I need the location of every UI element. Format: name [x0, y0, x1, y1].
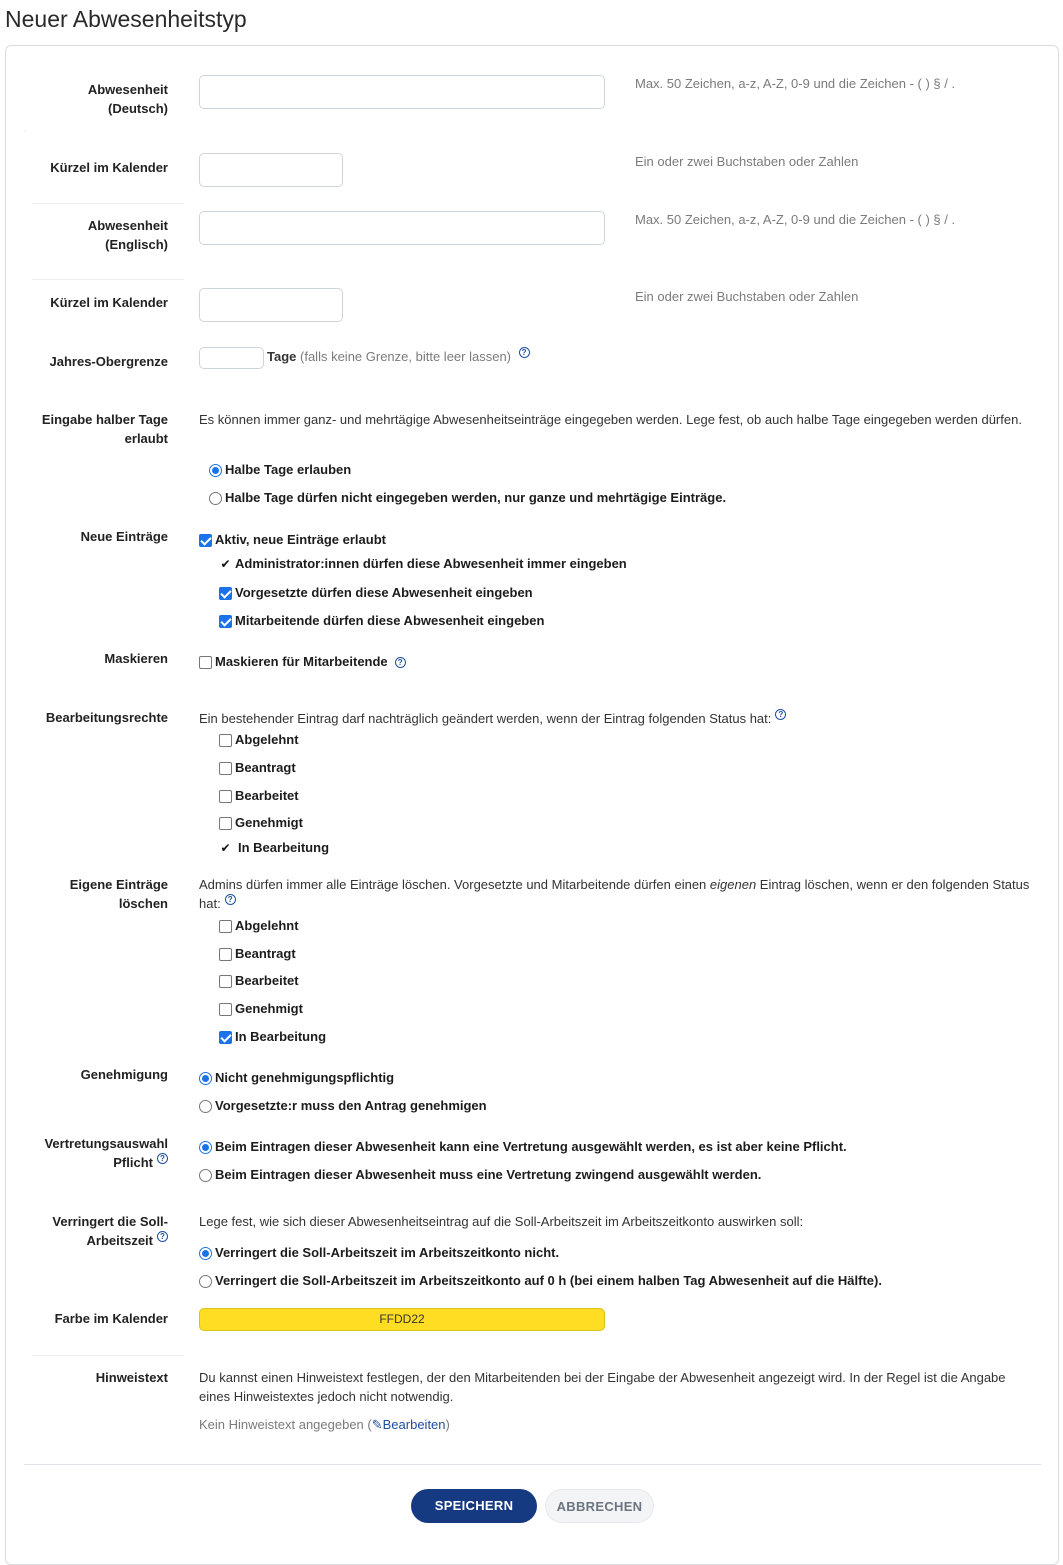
separator — [32, 1355, 184, 1356]
separator — [32, 279, 184, 280]
checkbox-icon[interactable] — [219, 615, 232, 628]
option-label: Nicht genehmigungspflichtig — [215, 1070, 395, 1085]
name-de-input[interactable] — [199, 75, 605, 109]
half-days-description: Es können immer ganz- und mehrtägige Abwesenheitseinträge eingegeben werden. Lege fest, ob auch halbe Tage eingegeben werden dürfen. — [199, 412, 1022, 427]
radio-substitute-required[interactable] — [199, 1167, 761, 1183]
checkbox-edit-beantragt[interactable] — [219, 760, 296, 776]
target-time-description: Lege fest, wie sich dieser Abwesenheitseintrag auf die Soll-Arbeitszeit im Arbeitszeitkonto auswirken soll: — [199, 1214, 804, 1229]
checkbox-delete-abgelehnt[interactable] — [219, 918, 299, 934]
description-emphasis: eigenen — [709, 877, 757, 892]
label-text: Vertretungsauswahl Pflicht — [44, 1136, 168, 1170]
option-label: Beim Eintragen dieser Abwesenheit muss eine Vertretung zwingend ausgewählt werden. — [215, 1167, 762, 1182]
checkbox-icon[interactable] — [219, 762, 232, 775]
option-label: Beantragt — [235, 946, 296, 961]
option-label: Beim Eintragen dieser Abwesenheit kann eine Vertretung ausgewählt werden, es ist aber keine Pflicht. — [215, 1139, 847, 1154]
label-delete-own: Eigene Einträge löschen — [69, 877, 168, 911]
option-label: Maskieren für Mitarbeitende — [215, 654, 388, 669]
edit-in-bearbeitung-row — [219, 840, 329, 856]
option-label: Verringert die Soll-Arbeitszeit im Arbeitszeitkonto nicht. — [215, 1245, 560, 1260]
label-new-entries: Neue Einträge — [80, 529, 168, 544]
description-text: Ein bestehender Eintrag darf nachträglich geändert werden, wenn der Eintrag folgenden Status hat: — [199, 711, 772, 726]
abbr-de-input[interactable] — [199, 153, 343, 187]
checkbox-icon[interactable] — [219, 817, 232, 830]
label-abbr-en: Kürzel im Kalender — [50, 295, 168, 310]
help-icon[interactable]: ? — [395, 657, 406, 668]
yearly-limit-hint: (falls keine Grenze, bitte leer lassen) — [300, 349, 511, 364]
page-title: Neuer Abwesenheitstyp — [5, 6, 247, 32]
delete-own-description — [199, 875, 1039, 913]
description-text: Eintrag löschen, wenn er den folgenden Status hat: — [199, 877, 1030, 911]
option-label: Halbe Tage erlauben — [225, 462, 352, 477]
hint-empty-text: Kein Hinweistext angegeben ( — [199, 1417, 372, 1432]
option-label: Vorgesetzte:r muss den Antrag genehmigen — [215, 1098, 487, 1113]
checkbox-icon[interactable] — [219, 1031, 232, 1044]
hint-text-status — [199, 1415, 450, 1434]
option-label: In Bearbeitung — [238, 840, 330, 855]
edit-hint-link[interactable] — [372, 1417, 446, 1432]
radio-icon[interactable] — [209, 464, 222, 477]
help-icon[interactable]: ? — [225, 894, 236, 905]
checkbox-icon[interactable] — [219, 734, 232, 747]
radio-target-time-zero[interactable] — [199, 1273, 882, 1289]
radio-icon[interactable] — [199, 1169, 212, 1182]
checkbox-delete-bearbeitet[interactable] — [219, 973, 299, 989]
label-substitute — [20, 1134, 168, 1172]
option-label: Bearbeitet — [235, 788, 299, 803]
checkbox-delete-in-bearbeitung[interactable] — [219, 1029, 326, 1045]
label-abbr-de: Kürzel im Kalender — [50, 160, 168, 175]
help-icon[interactable]: ? — [157, 1153, 168, 1164]
option-label: Verringert die Soll-Arbeitszeit im Arbeitszeitkonto auf 0 h (bei einem halben Tag Abwesenheit auf die Hälfte). — [215, 1273, 882, 1288]
help-icon[interactable]: ? — [157, 1231, 168, 1242]
radio-icon[interactable] — [199, 1100, 212, 1113]
label-edit-rights: Bearbeitungsrechte — [45, 710, 168, 725]
help-icon[interactable]: ? — [519, 347, 530, 358]
help-name-de: Max. 50 Zeichen, a-z, A-Z, 0-9 und die Zeichen - ( ) § / . — [635, 76, 956, 91]
checkbox-employees[interactable] — [219, 613, 544, 629]
radio-approval-required[interactable] — [199, 1098, 487, 1114]
checkbox-icon[interactable] — [199, 534, 212, 547]
checkmark-icon: ✔ — [220, 557, 231, 571]
radio-icon[interactable] — [199, 1247, 212, 1260]
radio-substitute-optional[interactable] — [199, 1139, 847, 1155]
option-label: Abgelehnt — [235, 732, 299, 747]
option-label: Beantragt — [235, 760, 296, 775]
option-label: Abgelehnt — [235, 918, 299, 933]
help-name-en: Max. 50 Zeichen, a-z, A-Z, 0-9 und die Zeichen - ( ) § / . — [635, 212, 956, 227]
help-icon[interactable]: ? — [775, 709, 786, 720]
abbr-en-input[interactable] — [199, 288, 343, 322]
checkbox-icon[interactable] — [219, 790, 232, 803]
checkbox-edit-bearbeitet[interactable] — [219, 788, 299, 804]
checkbox-delete-genehmigt[interactable] — [219, 1001, 303, 1017]
label-half-days: Eingabe halber Tage erlaubt — [41, 412, 168, 446]
label-hint-text: Hinweistext — [95, 1370, 168, 1385]
checkbox-icon[interactable] — [219, 587, 232, 600]
help-abbr-de: Ein oder zwei Buchstaben oder Zahlen — [635, 154, 859, 169]
description-text: Admins dürfen immer alle Einträge löschen. Vorgesetzte und Mitarbeitende dürfen einen — [199, 877, 710, 892]
footer-separator — [24, 1464, 1041, 1465]
radio-approval-not-required[interactable] — [199, 1070, 394, 1086]
label-mask: Maskieren — [104, 651, 168, 666]
option-label: Halbe Tage dürfen nicht eingegeben werden, nur ganze und mehrtägige Einträge. — [225, 490, 727, 505]
label-name-de: Abwesenheit (Deutsch) — [87, 82, 168, 116]
label-target-time — [20, 1212, 168, 1250]
checkbox-delete-beantragt[interactable] — [219, 946, 296, 962]
checkbox-icon[interactable] — [219, 1003, 232, 1016]
admin-always-row — [219, 556, 627, 572]
option-label: Mitarbeitende dürfen diese Abwesenheit eingeben — [235, 613, 545, 628]
radio-target-time-no[interactable] — [199, 1245, 559, 1261]
save-button[interactable]: SPEICHERN — [411, 1489, 537, 1523]
yearly-limit-unit: Tage — [267, 349, 297, 364]
checkbox-mask[interactable] — [199, 654, 406, 670]
label-text: Verringert die Soll-Arbeitszeit — [52, 1214, 168, 1248]
yearly-limit-input[interactable] — [199, 347, 264, 369]
checkbox-edit-genehmigt[interactable] — [219, 815, 303, 831]
checkbox-supervisors[interactable] — [219, 585, 533, 601]
option-label: Administrator:innen dürfen diese Abwesenheit immer eingeben — [235, 556, 627, 571]
separator — [24, 131, 27, 132]
radio-icon[interactable] — [199, 1275, 212, 1288]
cancel-button[interactable]: ABBRECHEN — [545, 1489, 654, 1523]
checkbox-icon[interactable] — [219, 948, 232, 961]
option-label: Genehmigt — [235, 1001, 303, 1016]
radio-half-days-deny[interactable] — [209, 490, 726, 506]
option-label: Genehmigt — [235, 815, 303, 830]
hint-text-description: Du kannst einen Hinweistext festlegen, der den Mitarbeitenden bei der Eingabe der Abwesenheit angezeigt wird. In der Regel ist die Angabe eines Hinweistextes jedoch nicht notwendig. — [199, 1370, 1006, 1404]
label-yearly-limit: Jahres-Obergrenze — [49, 354, 168, 369]
checkbox-icon[interactable] — [199, 656, 212, 669]
radio-half-days-allow[interactable] — [209, 462, 351, 478]
label-approval: Genehmigung — [80, 1067, 168, 1082]
radio-icon[interactable] — [209, 492, 222, 505]
form-card — [5, 45, 1059, 1565]
label-color: Farbe im Kalender — [54, 1311, 168, 1326]
checkbox-edit-abgelehnt[interactable] — [219, 732, 299, 748]
option-label: In Bearbeitung — [235, 1029, 327, 1044]
option-label: Aktiv, neue Einträge erlaubt — [215, 532, 386, 547]
yearly-limit-text — [267, 347, 530, 366]
edit-label: Bearbeiten — [382, 1417, 446, 1432]
help-abbr-en: Ein oder zwei Buchstaben oder Zahlen — [635, 289, 859, 304]
calendar-color-input[interactable]: FFDD22 — [199, 1308, 605, 1331]
separator — [32, 203, 184, 204]
checkbox-active[interactable] — [199, 532, 386, 548]
checkbox-icon[interactable] — [219, 975, 232, 988]
label-name-en: Abwesenheit (Englisch) — [87, 218, 168, 252]
radio-icon[interactable] — [199, 1072, 212, 1085]
name-en-input[interactable] — [199, 211, 605, 245]
checkmark-icon: ✔ — [220, 841, 231, 855]
option-label: Vorgesetzte dürfen diese Abwesenheit eingeben — [235, 585, 533, 600]
checkbox-icon[interactable] — [219, 920, 232, 933]
hint-close-paren: ) — [445, 1417, 450, 1432]
option-label: Bearbeitet — [235, 973, 299, 988]
pencil-icon: ✎ — [371, 1417, 383, 1432]
edit-rights-description — [199, 709, 786, 728]
radio-icon[interactable] — [199, 1141, 212, 1154]
